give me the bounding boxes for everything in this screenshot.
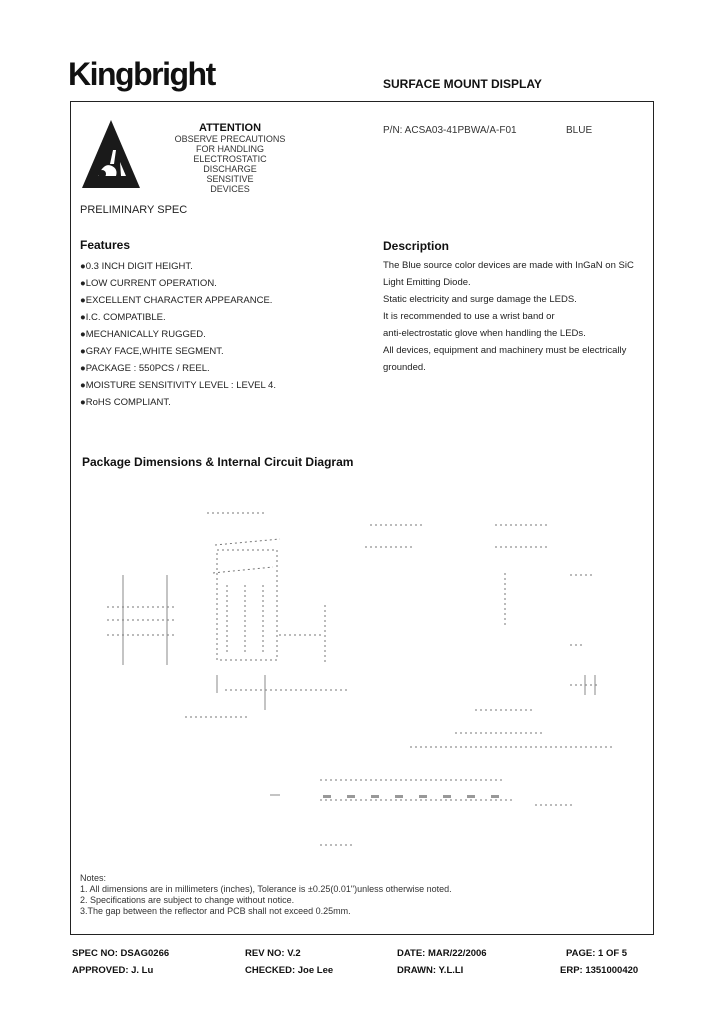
package-diagram-heading: Package Dimensions & Internal Circuit Diagram [82, 455, 354, 469]
spec-status: PRELIMINARY SPEC [80, 204, 188, 216]
description-line: grounded. [383, 362, 426, 373]
note-item: 1. All dimensions are in millimeters (inches), Tolerance is ±0.25(0.01")unless otherwise noted. [80, 884, 452, 894]
attention-line: OBSERVE PRECAUTIONS [174, 134, 286, 144]
feature-item: ●PACKAGE : 550PCS / REEL. [80, 363, 210, 374]
description-text [383, 257, 641, 376]
notes-heading: Notes: [80, 873, 107, 883]
note-item: 2. Specifications are subject to change without notice. [80, 895, 295, 905]
esd-attention-block [80, 118, 290, 198]
footer-erp: ERP: 1351000420 [560, 965, 639, 976]
footer-rev-no: REV NO: V.2 [245, 948, 301, 959]
esd-warning-icon [80, 118, 142, 190]
description-line: Static electricity and surge damage the LEDS. [383, 294, 577, 305]
package-dimension-drawing [95, 495, 625, 855]
feature-item: ●GRAY FACE,WHITE SEGMENT. [80, 346, 224, 357]
description-line: anti-electrostatic glove when handling the LEDs. [383, 328, 586, 339]
footer-spec-no: SPEC NO: DSAG0266 [72, 948, 170, 959]
feature-item: ●I.C. COMPATIBLE. [80, 312, 166, 323]
attention-line: DEVICES [210, 184, 250, 194]
attention-text [172, 122, 288, 194]
attention-line: ELECTROSTATIC [193, 154, 267, 164]
footer-checked: CHECKED: Joe Lee [245, 965, 334, 976]
description-line: All devices, equipment and machinery must be electrically [383, 345, 627, 356]
description-line: Light Emitting Diode. [383, 277, 471, 288]
feature-item: ●0.3 INCH DIGIT HEIGHT. [80, 261, 193, 272]
description-line: It is recommended to use a wrist band or [383, 311, 555, 322]
note-item: 3.The gap between the reflector and PCB shall not exceed 0.25mm. [80, 906, 351, 916]
feature-item: ●EXCELLENT CHARACTER APPEARANCE. [80, 295, 273, 306]
part-number: P/N: ACSA03-41PBWA/A-F01 [383, 125, 517, 136]
document-title: SURFACE MOUNT DISPLAY [383, 77, 542, 91]
feature-item: ●MOISTURE SENSITIVITY LEVEL : LEVEL 4. [80, 380, 276, 391]
description-heading: Description [383, 239, 450, 253]
attention-line: FOR HANDLING [195, 144, 264, 154]
kingbright-logo: Kingbright [68, 56, 215, 92]
feature-item: ●LOW CURRENT OPERATION. [80, 278, 217, 289]
feature-item: ●MECHANICALLY RUGGED. [80, 329, 206, 340]
footer-page: PAGE: 1 OF 5 [566, 948, 628, 959]
attention-line: SENSITIVE [206, 174, 254, 184]
attention-title: ATTENTION [198, 122, 262, 134]
description-line: The Blue source color devices are made with InGaN on SiC [383, 260, 634, 271]
footer-date: DATE: MAR/22/2006 [397, 948, 487, 959]
features-list [80, 258, 360, 411]
notes-section [80, 873, 640, 917]
emitting-color: BLUE [566, 125, 593, 136]
feature-item: ●RoHS COMPLIANT. [80, 397, 171, 408]
footer-divider [70, 934, 653, 935]
attention-line: DISCHARGE [203, 164, 257, 174]
features-heading: Features [80, 238, 131, 252]
footer-approved: APPROVED: J. Lu [72, 965, 154, 976]
footer-drawn: DRAWN: Y.L.LI [397, 965, 464, 976]
